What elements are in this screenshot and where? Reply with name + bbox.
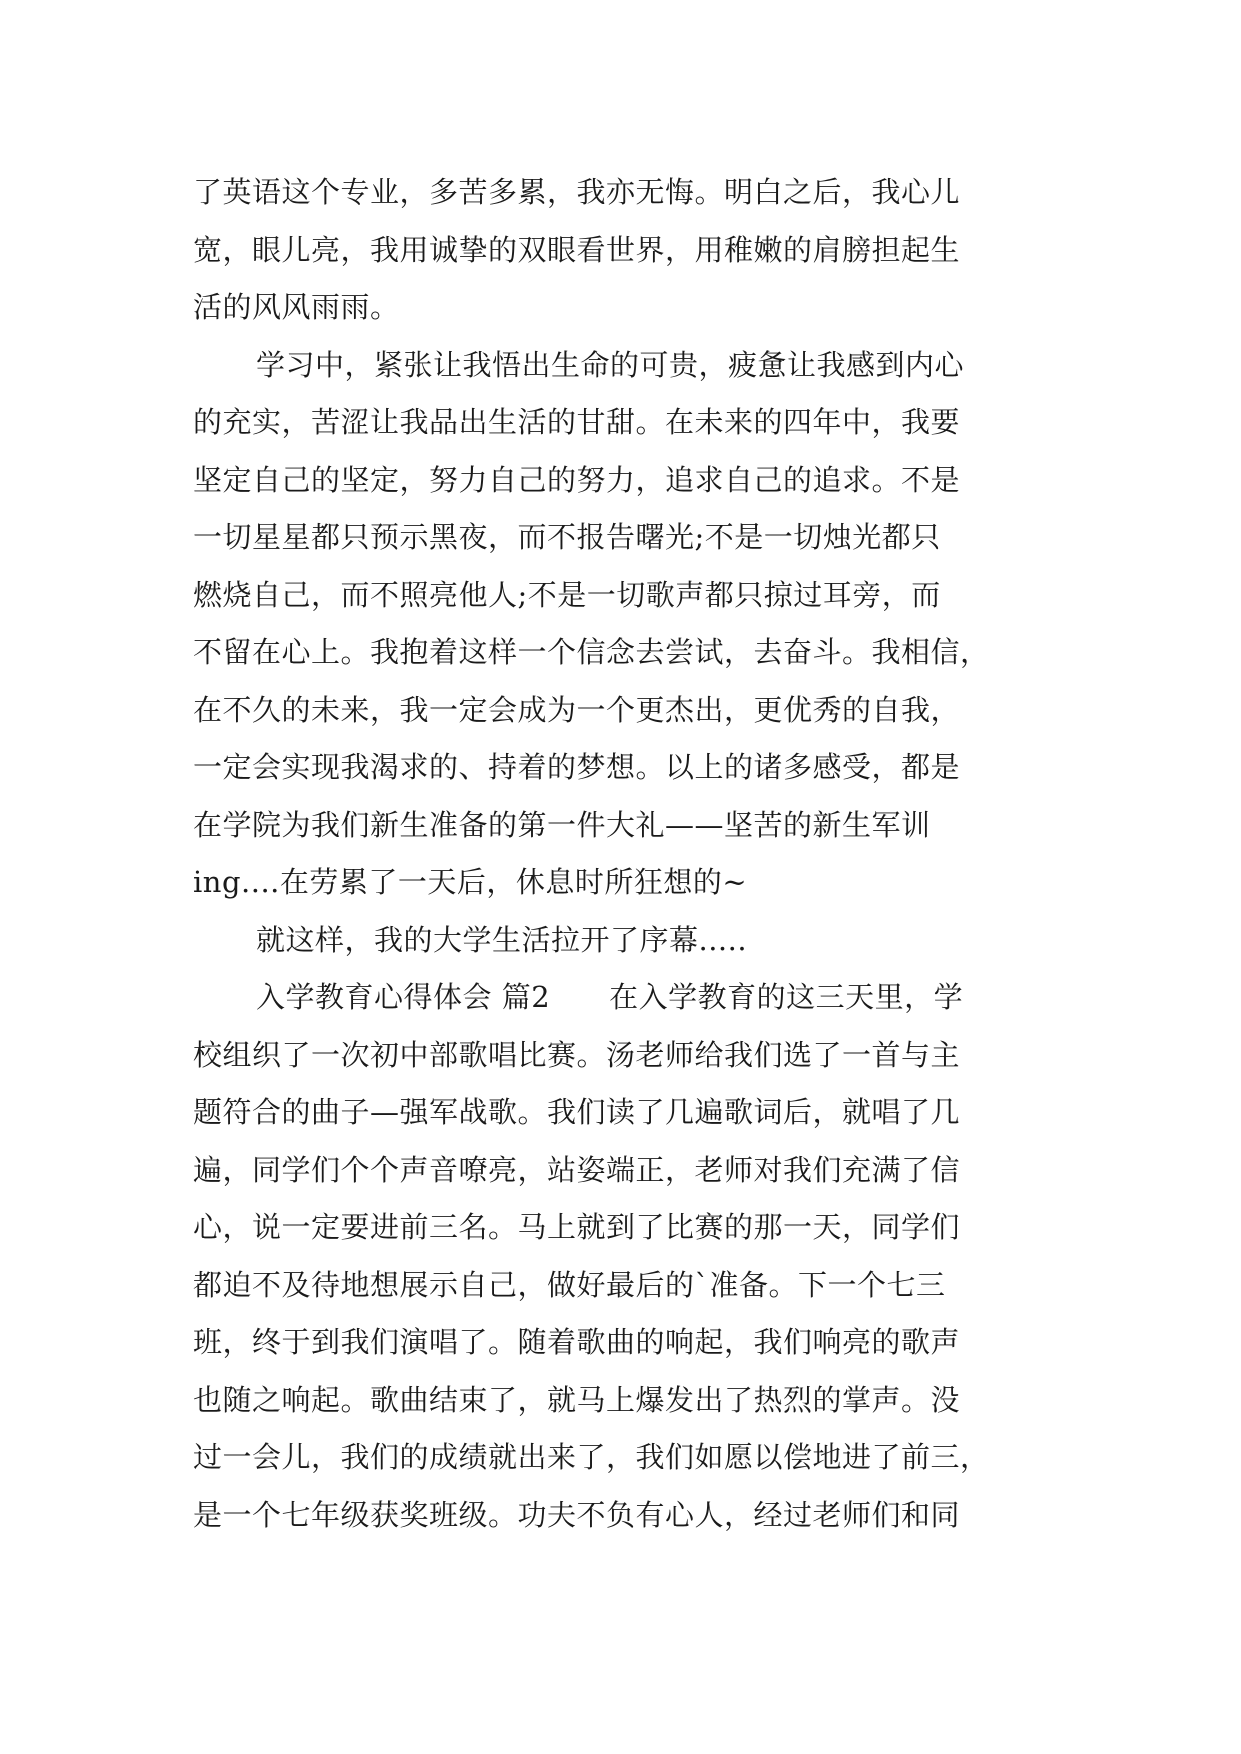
text-line: 在学院为我们新生准备的第一件大礼——坚苦的新生军训 (193, 807, 931, 842)
text-line: ing....在劳累了一天后，休息时所狂想的~ (193, 865, 748, 899)
text-line: 一切星星都只预示黑夜，而不报告曙光;不是一切烛光都只 (193, 520, 941, 554)
document-body (193, 164, 1073, 1544)
paragraph-first-line: 就这样，我的大学生活拉开了序幕..... (256, 922, 748, 957)
text-line: 题符合的曲子—强军战歌。我们读了几遍歌词后，就唱了几 (193, 1095, 961, 1129)
text-line: 心，说一定要进前三名。马上就到了比赛的那一天，同学们 (193, 1210, 961, 1244)
text-line: 是一个七年级获奖班级。功夫不负有心人，经过老师们和同 (193, 1497, 961, 1532)
text-line: 过一会儿，我们的成绩就出来了，我们如愿以偿地进了前三， (193, 1440, 990, 1474)
paragraph-first-line: 学习中，紧张让我悟出生命的可贵，疲惫让我感到内心 (256, 347, 965, 382)
section-heading-line: 入学教育心得体会 篇2 在入学教育的这三天里，学 (256, 980, 964, 1014)
text-line: 一定会实现我渴求的、持着的梦想。以上的诸多感受，都是 (193, 750, 961, 784)
text-line: 校组织了一次初中部歌唱比赛。汤老师给我们选了一首与主 (193, 1037, 961, 1072)
text-line: 宽，眼儿亮，我用诚挚的双眼看世界，用稚嫩的肩膀担起生 (193, 232, 961, 267)
text-line: 活的风风雨雨。 (193, 290, 400, 324)
text-line: 坚定自己的坚定，努力自己的努力，追求自己的追求。不是 (193, 462, 961, 497)
text-line: 班，终于到我们演唱了。随着歌曲的响起，我们响亮的歌声 (193, 1325, 961, 1359)
text-line: 的充实，苦涩让我品出生活的甘甜。在未来的四年中，我要 (193, 405, 961, 439)
text-line: 了英语这个专业，多苦多累，我亦无悔。明白之后，我心儿 (193, 175, 961, 209)
text-line: 在不久的未来，我一定会成为一个更杰出，更优秀的自我， (193, 692, 961, 727)
text-line: 也随之响起。歌曲结束了，就马上爆发出了热烈的掌声。没 (193, 1382, 961, 1417)
text-line: 都迫不及待地想展示自己，做好最后的`准备。下一个七三 (193, 1267, 946, 1302)
text-line: 遍，同学们个个声音嘹亮，站姿端正，老师对我们充满了信 (193, 1152, 961, 1187)
text-line: 不留在心上。我抱着这样一个信念去尝试，去奋斗。我相信， (193, 635, 990, 669)
text-line: 燃烧自己，而不照亮他人;不是一切歌声都只掠过耳旁，而 (193, 577, 941, 612)
